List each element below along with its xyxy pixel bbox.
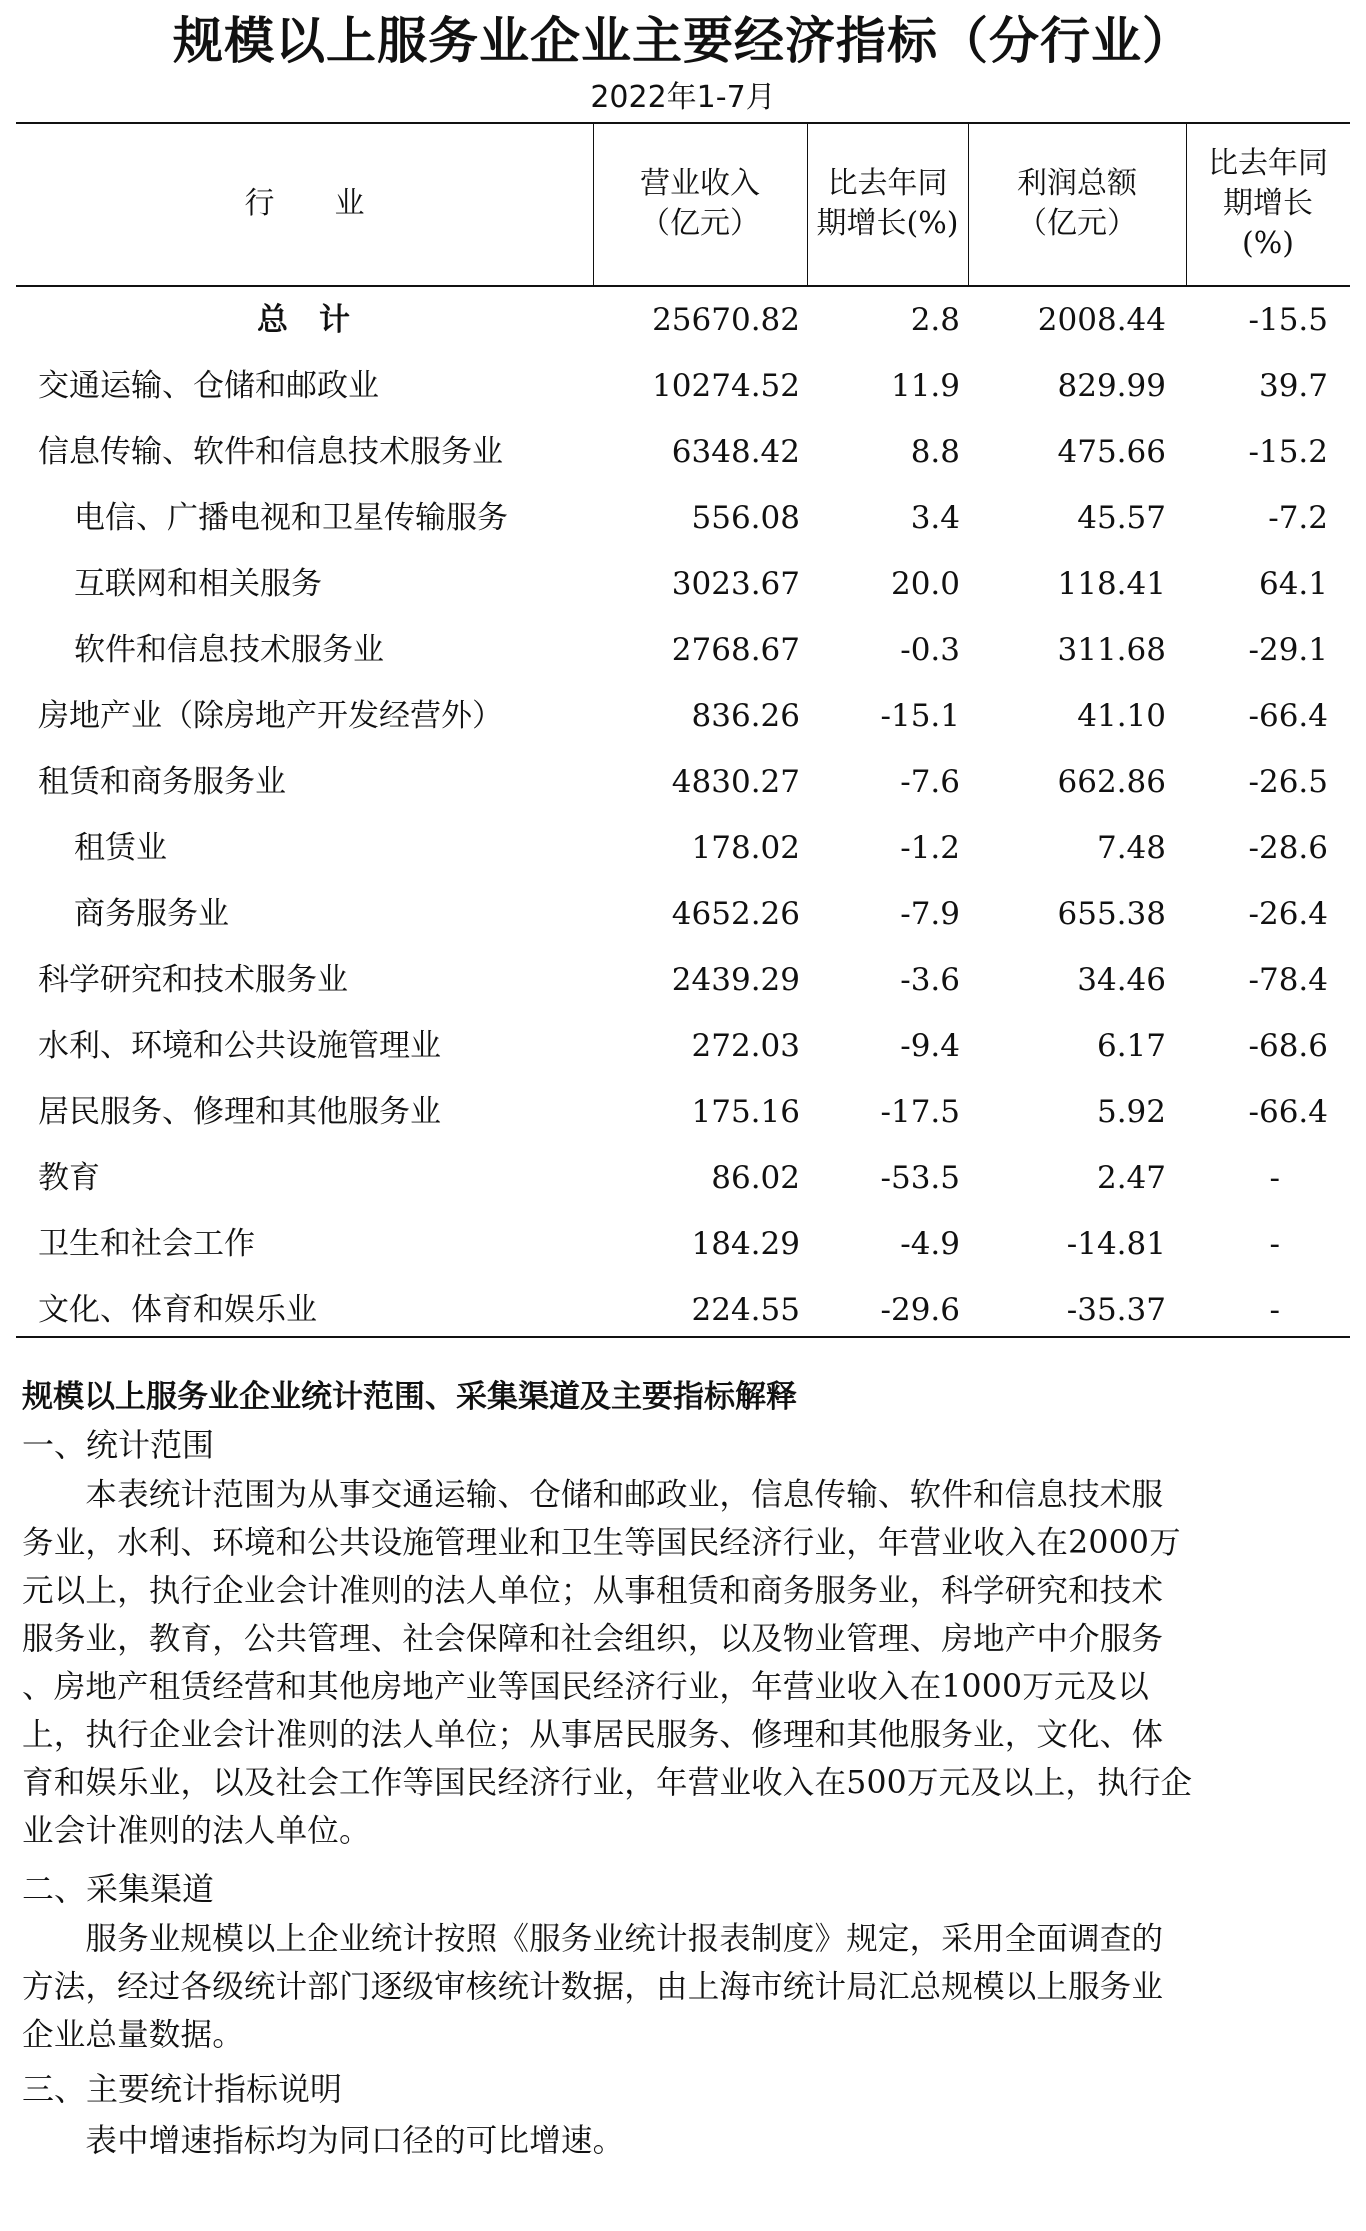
profit-growth-value: 39.7 bbox=[1258, 368, 1328, 404]
revenue-value: 178.02 bbox=[691, 830, 800, 866]
industry-name: 水利、环境和公共设施管理业 bbox=[38, 1028, 441, 1064]
table-body bbox=[16, 287, 1350, 1343]
paragraph-line: 元以上，执行企业会计准则的法人单位；从事租赁和商务服务业，科学研究和技术 bbox=[22, 1573, 1164, 1609]
profit-growth-value: - bbox=[1269, 1292, 1280, 1328]
profit-value: 2.47 bbox=[1096, 1160, 1166, 1196]
profit-value: 2008.44 bbox=[1037, 302, 1166, 338]
profit-value: 662.86 bbox=[1057, 764, 1166, 800]
paragraph-line: 育和娱乐业，以及社会工作等国民经济行业，年营业收入在500万元及以上，执行企 bbox=[22, 1765, 1193, 1801]
revenue-value: 2439.29 bbox=[671, 962, 800, 998]
profit-growth-value: -66.4 bbox=[1248, 1094, 1328, 1130]
profit-value: 311.68 bbox=[1057, 632, 1166, 668]
table-row bbox=[16, 1211, 1350, 1277]
profit-growth-value: -7.2 bbox=[1268, 500, 1328, 536]
profit-value: 5.92 bbox=[1096, 1094, 1166, 1130]
revenue-growth-value: 8.8 bbox=[910, 434, 960, 470]
profit-value: 7.48 bbox=[1096, 830, 1166, 866]
revenue-growth-value: -29.6 bbox=[880, 1292, 960, 1328]
table-row bbox=[16, 1013, 1350, 1079]
profit-value: 41.10 bbox=[1077, 698, 1166, 734]
table-row bbox=[16, 1145, 1350, 1211]
profit-growth-value: - bbox=[1269, 1160, 1280, 1196]
revenue-growth-value: 11.9 bbox=[890, 368, 960, 404]
revenue-value: 4830.27 bbox=[671, 764, 800, 800]
page-title: 规模以上服务业企业主要经济指标（分行业） bbox=[173, 12, 1193, 70]
profit-growth-value: -26.5 bbox=[1248, 764, 1328, 800]
table-row bbox=[16, 419, 1350, 485]
indicators-paragraph bbox=[22, 2117, 1340, 2165]
industry-name: 商务服务业 bbox=[74, 896, 229, 932]
industry-name: 互联网和相关服务 bbox=[74, 566, 322, 602]
header-profit-growth: 比去年同 期增长 (%) bbox=[1208, 145, 1328, 261]
notes-title: 规模以上服务业企业统计范围、采集渠道及主要指标解释 bbox=[22, 1379, 797, 1415]
profit-growth-value: -66.4 bbox=[1248, 698, 1328, 734]
revenue-growth-value: -1.2 bbox=[900, 830, 960, 866]
industry-name: 科学研究和技术服务业 bbox=[38, 962, 348, 998]
header-revenue: 营业收入 （亿元） bbox=[640, 165, 760, 241]
profit-value: 45.57 bbox=[1077, 500, 1166, 536]
paragraph-line: 服务业规模以上企业统计按照《服务业统计报表制度》规定，采用全面调查的 bbox=[22, 1921, 1164, 1957]
revenue-growth-value: 3.4 bbox=[910, 500, 960, 536]
revenue-value: 556.08 bbox=[691, 500, 800, 536]
section-heading-indicators: 三、主要统计指标说明 bbox=[22, 2070, 343, 2108]
revenue-growth-value: -7.9 bbox=[900, 896, 960, 932]
period-subtitle: 2022年1-7月 bbox=[590, 80, 776, 115]
paragraph-line: 表中增速指标均为同口径的可比增速。 bbox=[22, 2123, 625, 2159]
revenue-growth-value: -7.6 bbox=[900, 764, 960, 800]
table-row-subindustry bbox=[16, 551, 1350, 617]
industry-name: 房地产业（除房地产开发经营外） bbox=[38, 698, 503, 734]
profit-growth-value: -78.4 bbox=[1248, 962, 1328, 998]
revenue-growth-value: -0.3 bbox=[900, 632, 960, 668]
revenue-value: 836.26 bbox=[691, 698, 800, 734]
profit-value: 6.17 bbox=[1096, 1028, 1166, 1064]
profit-value: -14.81 bbox=[1066, 1226, 1166, 1262]
revenue-value: 2768.67 bbox=[671, 632, 800, 668]
revenue-value: 10274.52 bbox=[652, 368, 800, 404]
profit-value: 475.66 bbox=[1057, 434, 1166, 470]
revenue-growth-value: -15.1 bbox=[880, 698, 960, 734]
table-row bbox=[16, 353, 1350, 419]
revenue-value: 272.03 bbox=[691, 1028, 800, 1064]
table-row bbox=[16, 1079, 1350, 1145]
revenue-value: 175.16 bbox=[691, 1094, 800, 1130]
table-row bbox=[16, 683, 1350, 749]
table-row bbox=[16, 749, 1350, 815]
table-row-total bbox=[16, 287, 1350, 353]
paragraph-line: 服务业，教育，公共管理、社会保障和社会组织，以及物业管理、房地产中介服务 bbox=[22, 1621, 1164, 1657]
profit-growth-value: -15.2 bbox=[1248, 434, 1328, 470]
section-heading-channel: 二、采集渠道 bbox=[22, 1870, 215, 1908]
profit-value: 655.38 bbox=[1057, 896, 1166, 932]
industry-name: 教育 bbox=[38, 1160, 100, 1196]
scope-paragraph bbox=[22, 1471, 1340, 1855]
header-revenue-growth: 比去年同 期增长(%) bbox=[816, 165, 959, 241]
industry-name: 信息传输、软件和信息技术服务业 bbox=[38, 434, 503, 470]
revenue-growth-value: -4.9 bbox=[900, 1226, 960, 1262]
paragraph-line: 方法，经过各级统计部门逐级审核统计数据，由上海市统计局汇总规模以上服务业 bbox=[22, 1969, 1164, 2005]
header-industry: 行 业 bbox=[244, 185, 365, 221]
revenue-growth-value: -17.5 bbox=[880, 1094, 960, 1130]
paragraph-line: 本表统计范围为从事交通运输、仓储和邮政业，信息传输、软件和信息技术服 bbox=[22, 1477, 1164, 1513]
industry-name: 卫生和社会工作 bbox=[38, 1226, 255, 1262]
revenue-value: 3023.67 bbox=[671, 566, 800, 602]
profit-growth-value: -29.1 bbox=[1248, 632, 1328, 668]
industry-name: 租赁和商务服务业 bbox=[38, 764, 286, 800]
profit-value: 118.41 bbox=[1057, 566, 1166, 602]
revenue-value: 4652.26 bbox=[671, 896, 800, 932]
revenue-growth-value: 2.8 bbox=[910, 302, 960, 338]
paragraph-line: 、房地产租赁经营和其他房地产业等国民经济行业，年营业收入在1000万元及以 bbox=[22, 1669, 1150, 1705]
profit-growth-value: -28.6 bbox=[1248, 830, 1328, 866]
profit-growth-value: - bbox=[1269, 1226, 1280, 1262]
profit-value: -35.37 bbox=[1066, 1292, 1166, 1328]
channel-paragraph bbox=[22, 1915, 1340, 2059]
table-row-subindustry bbox=[16, 881, 1350, 947]
section-heading-scope: 一、统计范围 bbox=[22, 1426, 215, 1464]
table-row-subindustry bbox=[16, 815, 1350, 881]
profit-growth-value: -68.6 bbox=[1248, 1028, 1328, 1064]
revenue-growth-value: -3.6 bbox=[900, 962, 960, 998]
profit-growth-value: -15.5 bbox=[1248, 302, 1328, 338]
industry-name: 租赁业 bbox=[74, 830, 167, 866]
table-row bbox=[16, 947, 1350, 1013]
revenue-value: 184.29 bbox=[691, 1226, 800, 1262]
paragraph-line: 业会计准则的法人单位。 bbox=[22, 1813, 371, 1849]
paragraph-line: 企业总量数据。 bbox=[22, 2017, 244, 2053]
revenue-value: 224.55 bbox=[691, 1292, 800, 1328]
revenue-growth-value: -53.5 bbox=[880, 1160, 960, 1196]
profit-value: 829.99 bbox=[1057, 368, 1166, 404]
revenue-growth-value: 20.0 bbox=[890, 566, 960, 602]
industry-name: 电信、广播电视和卫星传输服务 bbox=[74, 500, 508, 536]
paragraph-line: 上，执行企业会计准则的法人单位；从事居民服务、修理和其他服务业，文化、体 bbox=[22, 1717, 1164, 1753]
industry-name: 居民服务、修理和其他服务业 bbox=[38, 1094, 441, 1130]
profit-value: 34.46 bbox=[1077, 962, 1166, 998]
header-profit: 利润总额 （亿元） bbox=[1017, 165, 1137, 241]
industry-name: 总 计 bbox=[257, 302, 350, 338]
table-row-subindustry bbox=[16, 617, 1350, 683]
revenue-value: 25670.82 bbox=[652, 302, 800, 338]
industry-name: 软件和信息技术服务业 bbox=[74, 632, 384, 668]
profit-growth-value: -26.4 bbox=[1248, 896, 1328, 932]
revenue-value: 86.02 bbox=[711, 1160, 800, 1196]
industry-name: 文化、体育和娱乐业 bbox=[38, 1292, 317, 1328]
profit-growth-value: 64.1 bbox=[1258, 566, 1328, 602]
revenue-value: 6348.42 bbox=[671, 434, 800, 470]
industry-name: 交通运输、仓储和邮政业 bbox=[38, 368, 379, 404]
revenue-growth-value: -9.4 bbox=[900, 1028, 960, 1064]
table-row-subindustry bbox=[16, 485, 1350, 551]
table-row bbox=[16, 1277, 1350, 1343]
paragraph-line: 务业，水利、环境和公共设施管理业和卫生等国民经济行业，年营业收入在2000万 bbox=[22, 1525, 1181, 1561]
